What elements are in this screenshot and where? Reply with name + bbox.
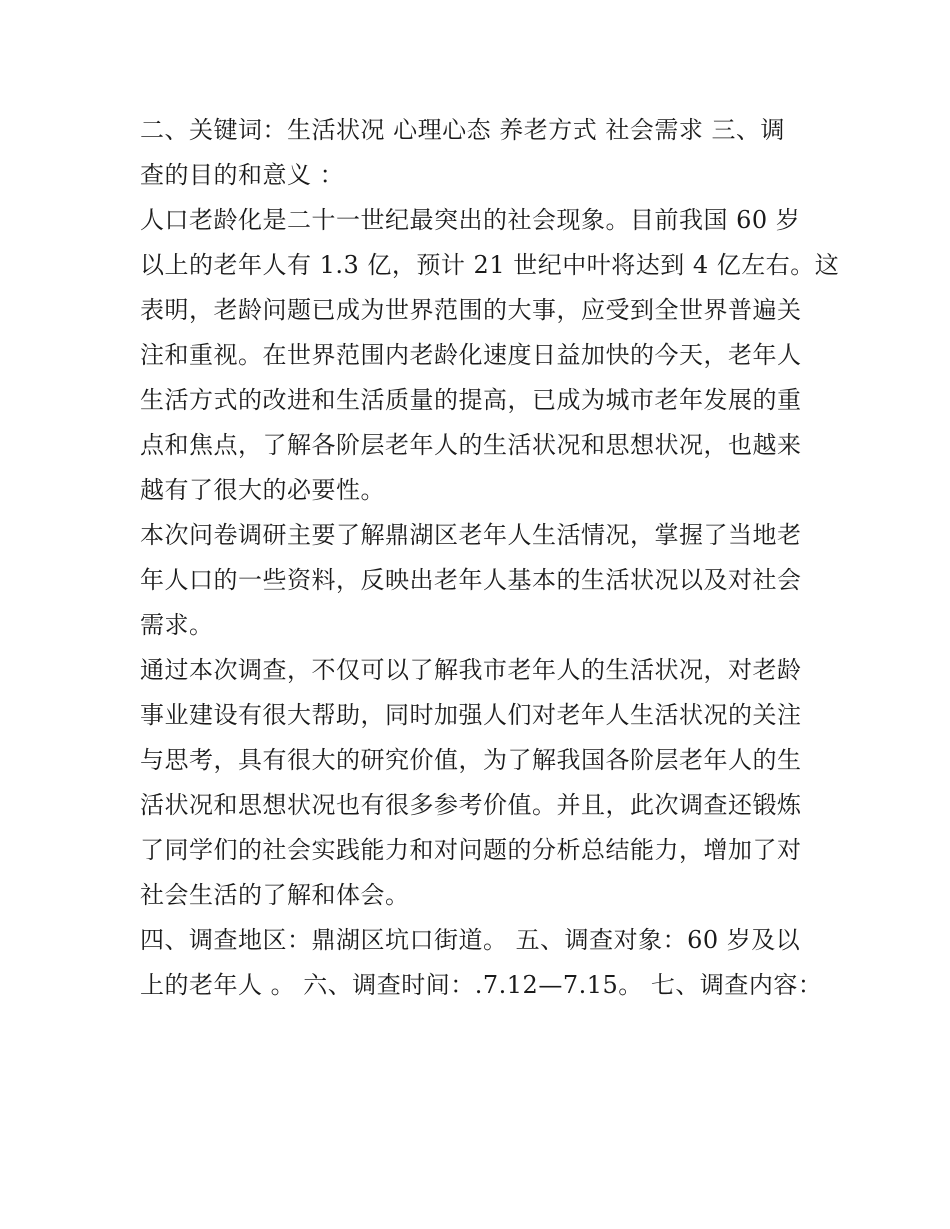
document-page [140, 108, 840, 1008]
survey-significance-paragraph [140, 648, 820, 918]
text-line: 人口老龄化是二十一世纪最突出的社会现象。目前我国 60 岁 [140, 206, 801, 234]
text-line: 越有了很大的必要性。 [140, 476, 385, 504]
aging-background-paragraph [140, 198, 840, 513]
text-line: 表明，老龄问题已成为世界范围的大事，应受到全世界普遍关 [140, 296, 802, 324]
text-line: 以上的老年人有 1.3 亿，预计 21 世纪中叶将达到 4 亿左右。这 [140, 251, 840, 279]
text-line: 活状况和思想状况也有很多参考价值。并且，此次调查还锻炼 [140, 791, 802, 819]
text-line: 点和焦点，了解各阶层老年人的生活状况和思想状况，也越来 [140, 431, 802, 459]
text-line: 上的老年人 。 六、调查时间：.7.12—7.15。 七、调查内容： [140, 971, 823, 999]
survey-purpose-paragraph [140, 513, 820, 648]
text-line: 本次问卷调研主要了解鼎湖区老年人生活情况，掌握了当地老 [140, 521, 802, 549]
text-line: 查的目的和意义 ： [140, 161, 345, 189]
text-line: 注和重视。在世界范围内老龄化速度日益加快的今天，老年人 [140, 341, 802, 369]
text-line: 通过本次调查，不仅可以了解我市老年人的生活状况，对老龄 [140, 656, 802, 684]
survey-details-paragraph [140, 918, 823, 1008]
text-line: 年人口的一些资料，反映出老年人基本的生活状况以及对社会 [140, 566, 802, 594]
text-line: 二、关键词：生活状况 心理心态 养老方式 社会需求 三、调 [140, 116, 786, 144]
text-line: 社会生活的了解和体会。 [140, 881, 410, 909]
text-line: 事业建设有很大帮助，同时加强人们对老年人生活状况的关注 [140, 701, 802, 729]
text-line: 生活方式的改进和生活质量的提高，已成为城市老年发展的重 [140, 386, 802, 414]
text-line: 需求。 [140, 611, 214, 639]
keywords-paragraph [140, 108, 820, 198]
text-line: 四、调查地区：鼎湖区坑口街道。 五、调查对象：60 岁及以 [140, 926, 801, 954]
text-line: 与思考，具有很大的研究价值，为了解我国各阶层老年人的生 [140, 746, 802, 774]
text-line: 了同学们的社会实践能力和对问题的分析总结能力，增加了对 [140, 836, 802, 864]
